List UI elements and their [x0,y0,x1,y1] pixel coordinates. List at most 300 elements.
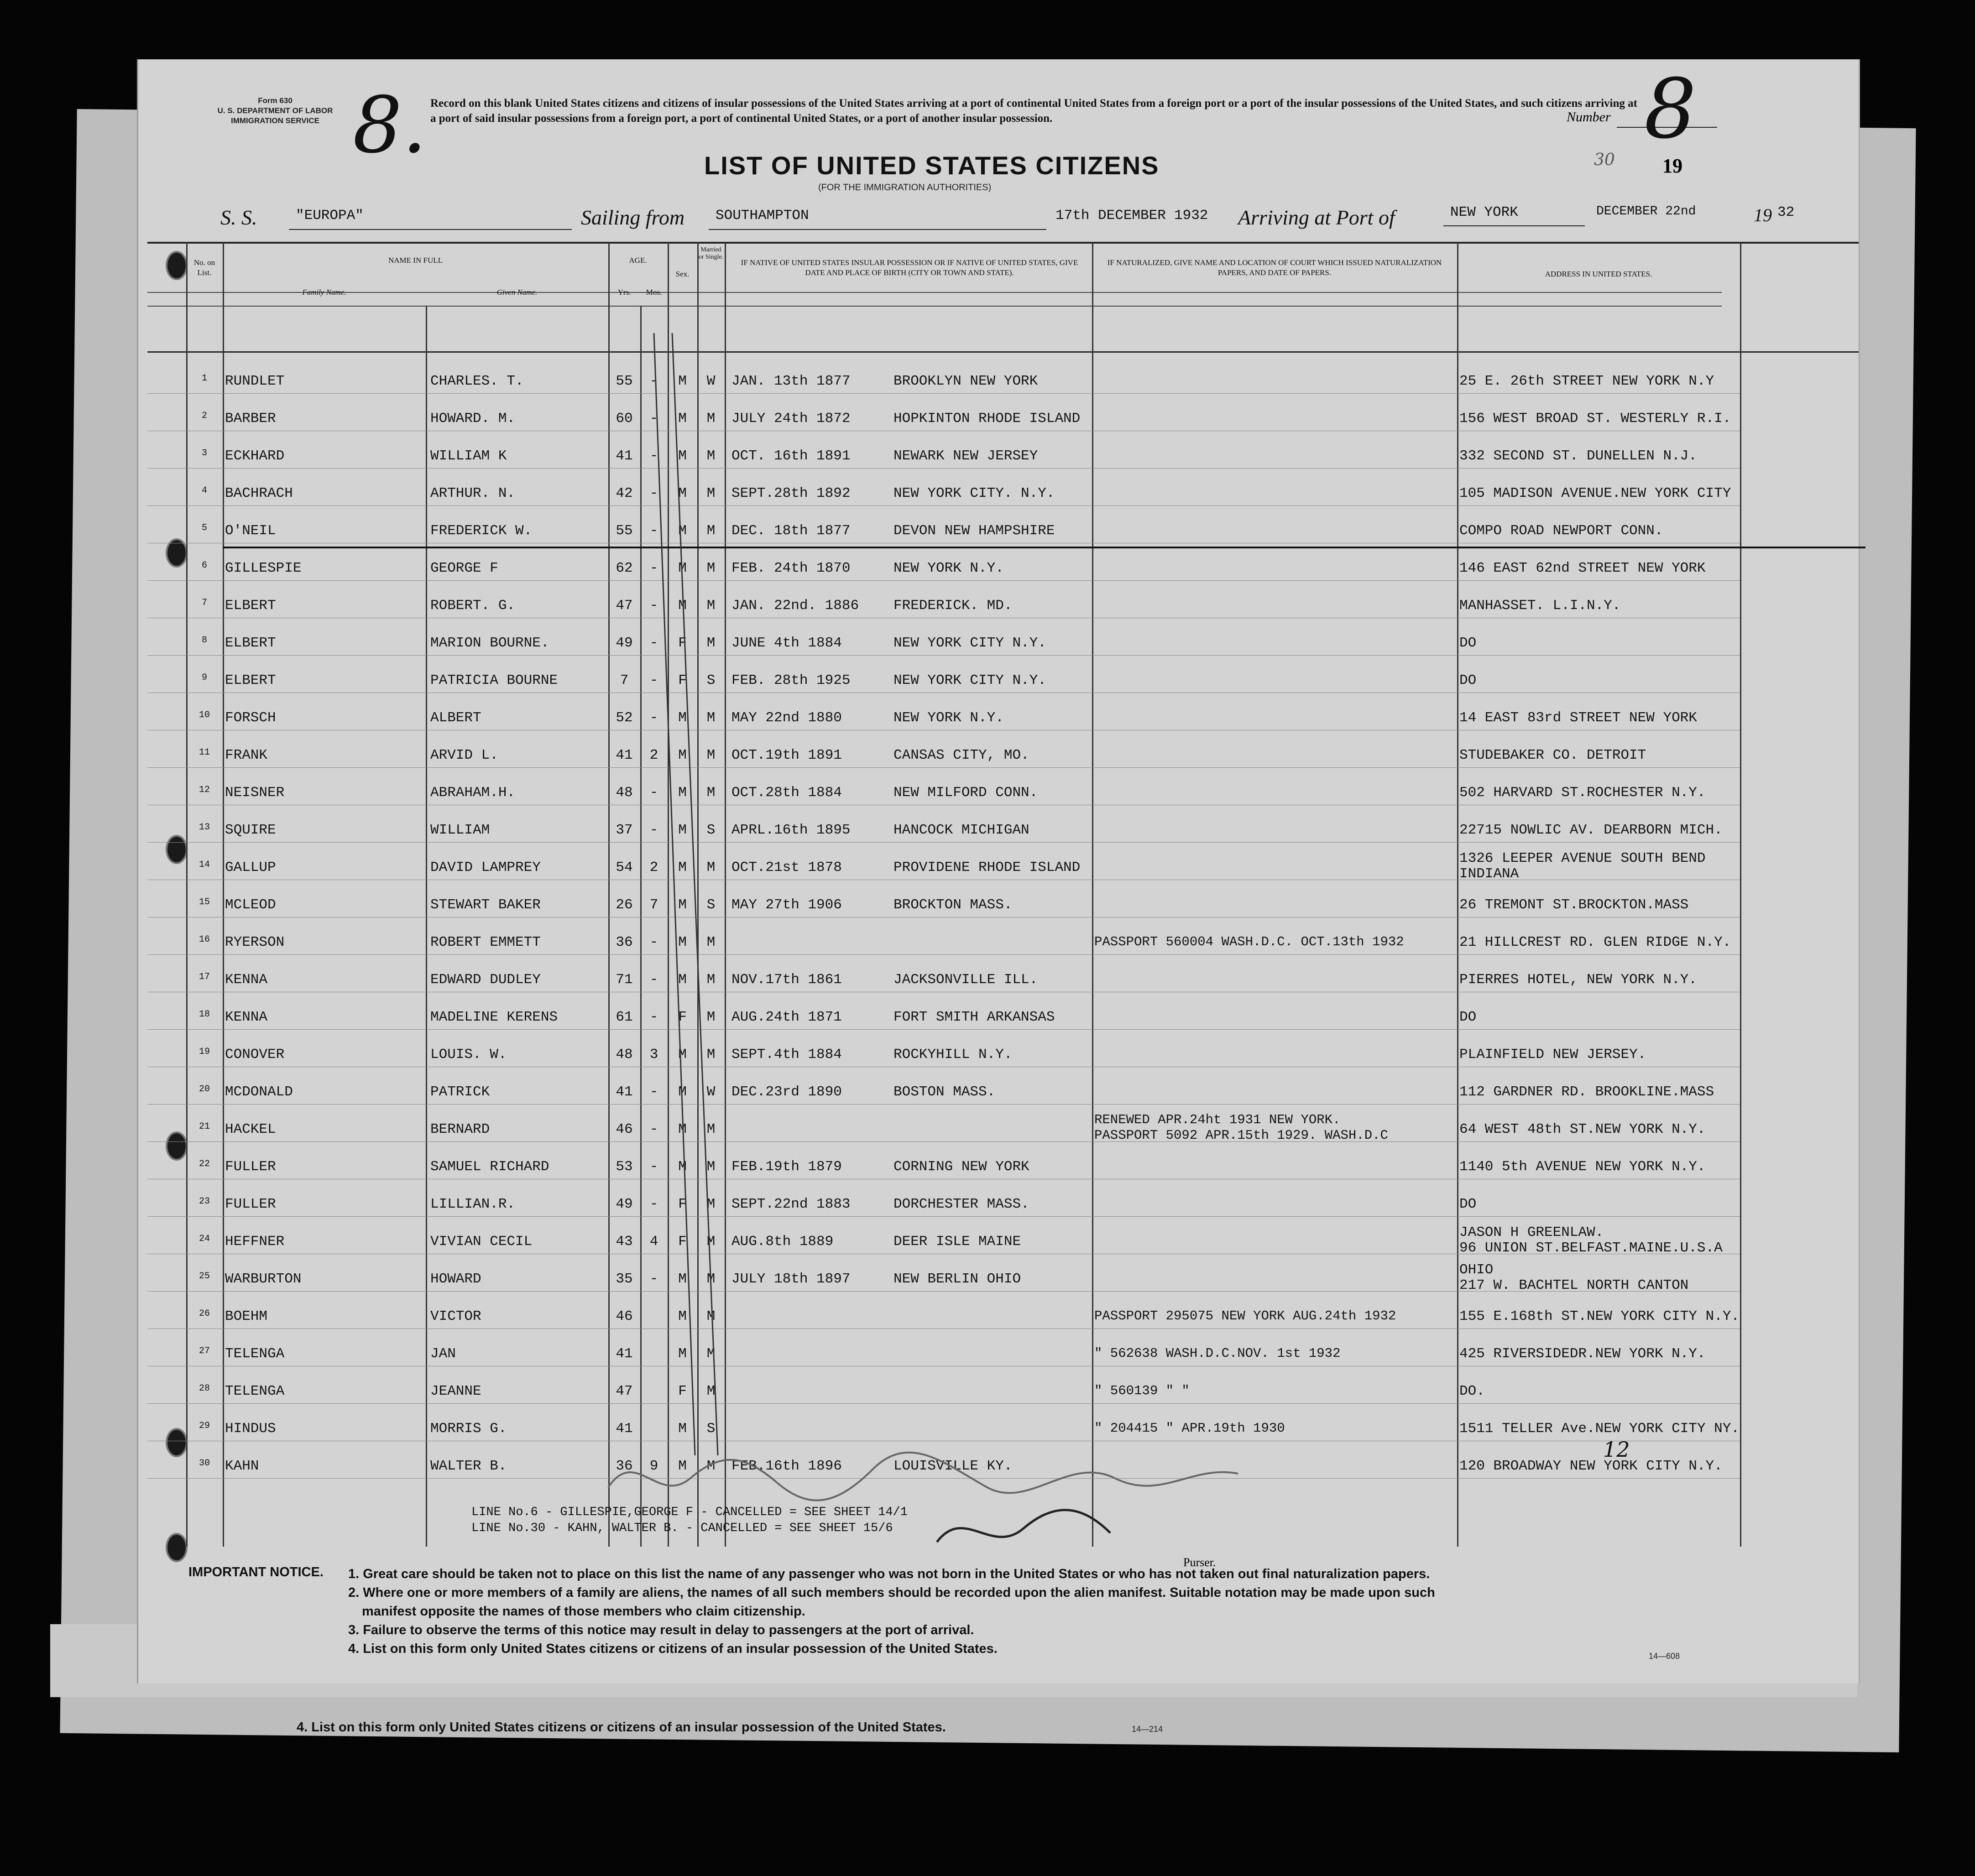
cell-no: 28 [199,1383,210,1394]
cell-bdate: MAY 22nd 1880 [731,710,842,726]
cell-mos: - [649,523,658,539]
cell-mos: - [649,672,658,688]
cell-addr: 156 WEST BROAD ST. WESTERLY R.I. [1459,411,1731,427]
cell-no: 5 [201,523,207,533]
number-value: 8 [1644,62,1697,157]
cell-family: HINDUS [225,1421,276,1437]
header-name-in-full: NAME IN FULL [388,256,443,265]
cell-mos: 2 [649,860,658,875]
cell-addr2: INDIANA [1459,866,1519,882]
passenger-table [138,59,1859,1565]
cell-yrs: 43 [616,1234,633,1250]
cell-addr: 22715 NOWLIC AV. DEARBORN MICH. [1459,822,1723,838]
cell-no: 29 [199,1421,210,1431]
cell-family: MCLEOD [225,897,276,913]
cell-yrs: 62 [616,560,633,576]
cell-yrs: 37 [616,822,633,838]
cell-no: 11 [199,747,210,758]
cell-yrs: 48 [616,785,633,801]
cell-bplace: FREDERICK. MD. [893,598,1013,614]
cell-family: KENNA [225,972,268,988]
cell-no: 18 [199,1009,210,1020]
cell-addr: 64 WEST 48th ST.NEW YORK N.Y. [1459,1121,1706,1137]
cell-mos: - [649,822,658,838]
cell-ms: M [706,747,716,763]
cell-no: 30 [199,1458,210,1469]
cell-addr2: 96 UNION ST.BELFAST.MAINE.U.S.A [1459,1240,1723,1256]
sail-year: 1932 [1174,208,1208,224]
cell-given: MADELINE KERENS [430,1009,558,1025]
cell-addr: MANHASSET. L.I.N.Y. [1459,598,1621,614]
cell-family: TELENGA [225,1383,285,1399]
cell-nat: PASSPORT 560004 WASH.D.C. OCT.13th 1932 [1094,934,1404,949]
cell-yrs: 60 [616,411,633,427]
cell-sex: M [678,972,687,988]
cell-nat2: PASSPORT 5092 APR.15th 1929. WASH.D.C [1094,1128,1388,1143]
cell-family: SQUIRE [225,822,276,838]
cell-bplace: BROOKLYN NEW YORK [893,373,1038,389]
cell-ms: M [706,1234,716,1250]
cell-given: LILLIAN.R. [430,1196,516,1212]
cell-no: 9 [201,672,207,683]
cell-given: FREDERICK W. [430,523,533,539]
cell-addr: 112 GARDNER RD. BROOKLINE.MASS [1459,1084,1714,1100]
cell-sex: M [678,860,687,875]
cell-bdate: AUG.24th 1871 [731,1009,842,1025]
row-rule [147,505,1740,506]
cell-yrs: 61 [616,1009,633,1025]
cell-sex: M [678,822,687,838]
manifest-sheet [137,59,1860,1683]
cell-addr: 14 EAST 83rd STREET NEW YORK [1459,710,1697,726]
cell-addr: PLAINFIELD NEW JERSEY. [1459,1047,1646,1063]
arrival-year-prefix: 19 [1754,205,1772,225]
cell-bdate: AUG.8th 1889 [731,1234,834,1250]
cell-mos: 2 [649,747,658,763]
cell-ms: M [706,934,716,950]
cell-sex: M [678,1271,687,1287]
row-rule [147,1216,1740,1217]
cell-ms: S [706,897,716,913]
cell-ms: M [706,1159,716,1175]
cell-bplace: DEER ISLE MAINE [893,1234,1021,1250]
cell-given: GEORGE F [430,560,498,576]
cell-ms: M [706,1121,716,1137]
cell-nat: RENEWED APR.24ht 1931 NEW YORK. [1094,1112,1341,1127]
cell-family: ELBERT [225,598,276,614]
header-address: ADDRESS IN UNITED STATES. [1545,270,1652,278]
cell-yrs: 53 [616,1159,633,1175]
cell-yrs: 26 [616,897,633,913]
cell-given: HOWARD [430,1271,481,1287]
cell-bdate: JAN. 13th 1877 [731,373,851,389]
cell-bdate: JULY 18th 1897 [731,1271,851,1287]
cell-mos: 9 [649,1458,658,1474]
cell-no: 1 [201,373,207,384]
cell-sex: M [678,1159,687,1175]
cell-mos: - [649,448,658,464]
cell-yrs: 41 [616,448,633,464]
cell-bdate: SEPT.4th 1884 [731,1047,842,1063]
cell-bdate: FEB. 28th 1925 [731,672,851,688]
cell-given: ALBERT [430,710,481,726]
cell-addr: STUDEBAKER CO. DETROIT [1459,747,1646,763]
cell-family: FORSCH [225,710,276,726]
header-sex: Sex. [675,270,690,278]
cell-bplace: DORCHESTER MASS. [893,1196,1029,1212]
notice-label: IMPORTANT NOTICE. [188,1565,324,1579]
row-rule [147,580,1740,581]
cell-family: MCDONALD [225,1084,293,1100]
cell-bplace: BOSTON MASS. [893,1084,996,1100]
cell-no: 19 [199,1047,210,1057]
cell-bplace: NEWARK NEW JERSEY [893,448,1038,464]
cell-bplace: LOUISVILLE KY. [893,1458,1013,1474]
cell-yrs: 54 [616,860,633,875]
cell-no: 12 [199,785,210,795]
cell-addr: DO [1459,635,1477,651]
cell-ms: M [706,860,716,875]
year-prefix: 19 [1662,155,1682,177]
cell-given: ABRAHAM.H. [430,785,516,801]
cell-no: 3 [201,448,207,459]
cell-ms: M [706,1047,716,1063]
cancel-strike-line [223,547,1865,548]
cell-yrs: 47 [616,1383,633,1399]
department-name: U. S. DEPARTMENT OF LABOR [217,106,333,115]
cell-bplace: HOPKINTON RHODE ISLAND [893,411,1081,427]
cell-mos: - [649,1196,658,1212]
row-rule [147,393,1740,394]
cell-bplace: CANSAS CITY, MO. [893,747,1029,763]
cell-ms: M [706,785,716,801]
cell-addr: 332 SECOND ST. DUNELLEN N.J. [1459,448,1697,464]
cell-bplace: JACKSONVILLE ILL. [893,972,1038,988]
cell-sex: M [678,897,687,913]
cell-ms: S [706,822,716,838]
sailing-from: SOUTHAMPTON [716,208,809,224]
cell-sex: M [678,747,687,763]
cell-no: 7 [201,598,207,608]
cell-family: WARBURTON [225,1271,302,1287]
cell-bdate: OCT.21st 1878 [731,860,842,875]
cell-family: CONOVER [225,1047,285,1063]
cell-given: ARTHUR. N. [430,485,516,501]
cell-sex: M [678,710,687,726]
notice-item: manifest opposite the names of those members who claim citizenship. [362,1604,805,1619]
cell-mos: - [649,972,658,988]
cell-yrs: 46 [616,1121,633,1137]
cell-addr: DO [1459,672,1477,688]
cell-addr: 1140 5th AVENUE NEW YORK N.Y. [1459,1159,1706,1175]
cell-given: JEANNE [430,1383,481,1399]
cell-addr: 26 TREMONT ST.BROCKTON.MASS [1459,897,1689,913]
cell-bdate: SEPT.22nd 1883 [731,1196,851,1212]
cell-mos: - [649,934,658,950]
cell-bdate: FEB.16th 1896 [731,1458,842,1474]
cancellation-note-2: LINE No.30 - KAHN, WALTER B. - CANCELLED = SEE SHEET 15/6 [471,1522,893,1535]
cell-ms: M [706,560,716,576]
cell-sex: M [678,448,687,464]
cell-no: 25 [199,1271,210,1282]
cell-bdate: DEC.23rd 1890 [731,1084,842,1100]
cell-addr: JASON H GREENLAW. [1459,1225,1604,1240]
cell-no: 2 [201,411,207,421]
cell-given: CHARLES. T. [430,373,524,389]
cell-sex: F [678,1196,687,1212]
cell-sex: F [678,635,687,651]
purser-label: Purser. [1183,1556,1216,1569]
cell-bdate: FEB.19th 1879 [731,1159,842,1175]
row-rule [147,954,1740,955]
cell-family: TELENGA [225,1346,285,1362]
cell-given: EDWARD DUDLEY [430,972,541,988]
cell-no: 13 [199,822,210,833]
ss-label: S. S. [220,206,257,229]
cell-addr2: 217 W. BACHTEL NORTH CANTON [1459,1277,1689,1293]
cell-mos: - [649,635,658,651]
cell-mos: - [649,785,658,801]
cell-mos: 4 [649,1234,658,1250]
row-rule [147,1104,1740,1105]
cell-ms: W [706,1084,716,1100]
cell-bplace: FORT SMITH ARKANSAS [893,1009,1055,1025]
cell-ms: S [706,1421,716,1437]
cell-bdate: OCT. 16th 1891 [731,448,851,464]
cell-sex: M [678,485,687,501]
cell-bplace: ROCKYHILL N.Y. [893,1047,1013,1063]
cell-ms: M [706,1458,716,1474]
cell-sex: F [678,672,687,688]
cell-sex: M [678,1421,687,1437]
form-number: Form 630 [258,96,293,105]
cell-bdate: APRL.16th 1895 [731,822,851,838]
cell-given: ROBERT EMMETT [430,934,541,950]
cell-given: PATRICK [430,1084,490,1100]
cell-yrs: 35 [616,1271,633,1287]
cell-given: MORRIS G. [430,1421,507,1437]
underlying-notice: 4. List on this form only United States citizens or citizens of an insular possession of the United States. [297,1720,946,1735]
cell-addr: 120 BROADWAY NEW YORK CITY N.Y. [1459,1458,1723,1474]
cell-bplace: NEW YORK CITY N.Y. [893,635,1046,651]
cell-ms: M [706,1271,716,1287]
cell-ms: M [706,598,716,614]
cell-addr: 21 HILLCREST RD. GLEN RIDGE N.Y. [1459,934,1731,950]
cell-given: PATRICIA BOURNE [430,672,558,688]
header-married-or-single: Married or Single. [698,246,724,261]
cell-sex: M [678,523,687,539]
cell-yrs: 52 [616,710,633,726]
cell-addr: 146 EAST 62nd STREET NEW YORK [1459,560,1706,576]
service-name: IMMIGRATION SERVICE [231,116,319,125]
notice-item: 1. Great care should be taken not to place on this list the name of any passenger who was not born in the United States or who has not taken out final naturalization papers. [348,1567,1430,1581]
cell-given: ROBERT. G. [430,598,516,614]
cell-family: NEISNER [225,785,285,801]
cell-sex: M [678,1047,687,1063]
cell-yrs: 36 [616,934,633,950]
form-code: 14—608 [1649,1652,1680,1661]
cell-family: BARBER [225,411,276,427]
cell-sex: M [678,1084,687,1100]
cell-given: BERNARD [430,1121,490,1137]
cell-no: 24 [199,1234,210,1244]
cell-bdate: FEB. 24th 1870 [731,560,851,576]
cell-sex: M [678,1121,687,1137]
cell-yrs: 47 [616,598,633,614]
cell-bplace: NEW YORK CITY. N.Y. [893,485,1055,501]
cell-sex: M [678,598,687,614]
cell-given: JAN [430,1346,456,1362]
sheet-mark: 8. [353,80,427,171]
cell-mos: - [649,1084,658,1100]
cell-addr: DO [1459,1009,1477,1025]
row-rule [147,1141,1740,1142]
cell-family: KENNA [225,1009,268,1025]
arrival-port: NEW YORK [1450,204,1518,220]
cell-mos: - [649,411,658,427]
cell-ms: M [706,1196,716,1212]
cell-ms: S [706,672,716,688]
row-rule [147,655,1740,656]
cell-ms: M [706,485,716,501]
cell-nat: PASSPORT 295075 NEW YORK AUG.24th 1932 [1094,1308,1396,1324]
cell-mos: - [649,1159,658,1175]
cell-family: O'NEIL [225,523,276,539]
cell-mos: - [649,598,658,614]
cell-mos: - [649,710,658,726]
cell-no: 6 [201,560,207,571]
cell-given: ARVID L. [430,747,498,763]
header-birth: IF NATIVE OF UNITED STATES INSULAR POSSESSION OR IF NATIVE OF UNITED STATES, GIVE DATE AND PLACE OF BIRTH (CITY OR TOWN AND STATE). [741,258,1078,277]
header-family-name: Family Name. [302,288,346,297]
cell-sex: M [678,560,687,576]
number-label: Number [1567,109,1611,125]
cell-no: 26 [199,1308,210,1319]
cell-bdate: NOV.17th 1861 [731,972,842,988]
cell-addr: 155 E.168th ST.NEW YORK CITY N.Y. [1459,1308,1740,1324]
cell-mos: - [649,1009,658,1025]
cell-family: ELBERT [225,672,276,688]
cell-no: 23 [199,1196,210,1207]
cell-sex: F [678,1383,687,1399]
cell-given: VICTOR [430,1308,481,1324]
cell-given: SAMUEL RICHARD [430,1159,549,1175]
cell-yrs: 55 [616,373,633,389]
cell-bplace: DEVON NEW HAMPSHIRE [893,523,1055,539]
header-no: No. on List. [193,258,215,277]
cell-sex: M [678,1308,687,1324]
cell-sex: M [678,785,687,801]
cell-bdate: JAN. 22nd. 1886 [731,598,859,614]
cell-mos: - [649,485,658,501]
cell-no: 17 [199,972,210,982]
row-rule [147,1029,1740,1030]
cell-ms: M [706,710,716,726]
cell-given: HOWARD. M. [430,411,516,427]
page-title: LIST OF UNITED STATES CITIZENS [704,151,1160,180]
cell-mos: - [649,373,658,389]
cell-family: ECKHARD [225,448,285,464]
cell-mos: - [649,1121,658,1137]
cell-nat: " 560139 " " [1094,1383,1190,1398]
cell-addr: DO. [1459,1383,1485,1399]
cell-addr: 1511 TELLER Ave.NEW YORK CITY NY. [1459,1421,1740,1437]
cell-yrs: 42 [616,485,633,501]
cell-bdate: SEPT.28th 1892 [731,485,851,501]
cell-no: 27 [199,1346,210,1356]
cell-sex: F [678,1234,687,1250]
cell-addr: 502 HARVARD ST.ROCHESTER N.Y. [1459,785,1706,801]
cell-bdate: JULY 24th 1872 [731,411,851,427]
notice-item: 4. List on this form only United States citizens or citizens of an insular possession of the United States. [348,1642,998,1656]
cell-bplace: NEW YORK CITY N.Y. [893,672,1046,688]
cell-family: RYERSON [225,934,285,950]
cancellation-note-1: LINE No.6 - GILLESPIE,GEORGE F - CANCELLED = SEE SHEET 14/1 [471,1506,908,1519]
row-rule [147,842,1740,843]
notice-item: 2. Where one or more members of a family are aliens, the names of all such members should be recorded upon the alien manifest. Suitable notation may be made upon such [348,1585,1435,1600]
cell-ms: M [706,1009,716,1025]
cell-family: KAHN [225,1458,259,1474]
cell-bplace: NEW MILFORD CONN. [893,785,1038,801]
cell-yrs: 55 [616,523,633,539]
header-months: Mos. [646,288,662,297]
cell-yrs: 41 [616,1084,633,1100]
cell-given: VIVIAN CECIL [430,1234,533,1250]
cell-ms: M [706,448,716,464]
cell-yrs: 41 [616,1346,633,1362]
cell-bdate: MAY 27th 1906 [731,897,842,913]
cell-given: MARION BOURNE. [430,635,549,651]
cell-family: ELBERT [225,635,276,651]
cell-family: HEFFNER [225,1234,285,1250]
cell-mos: - [649,1271,658,1287]
cell-given: WALTER B. [430,1458,507,1474]
cell-bplace: PROVIDENE RHODE ISLAND [893,860,1081,875]
cell-no: 21 [199,1121,210,1132]
cell-family: GALLUP [225,860,276,875]
cell-family: HACKEL [225,1121,276,1137]
cell-bplace: BROCKTON MASS. [893,897,1013,913]
cell-given: DAVID LAMPREY [430,860,541,875]
cell-yrs: 41 [616,1421,633,1437]
sail-date: 17th DECEMBER [1055,208,1166,224]
cell-sex: M [678,411,687,427]
cell-addr: 25 E. 26th STREET NEW YORK N.Y [1459,373,1714,389]
cell-yrs: 41 [616,747,633,763]
arriving-label: Arriving at Port of [1238,206,1395,229]
page-count: 12 [1603,1437,1630,1462]
cell-yrs: 48 [616,1047,633,1063]
cell-given: WILLIAM K [430,448,507,464]
header-years: Yrs. [617,288,631,297]
cell-sex: M [678,1458,687,1474]
form-instructions: Record on this blank United States citizens and citizens of insular possessions of the United States arriving at a port of continental United States from a foreign port or a port of the insular possessions of the United States, and such citizens arriving at a port of said insular possessions from a foreign port, a port of continental United States, or a port of another insular possession. [430,97,1637,125]
cell-no: 16 [199,934,210,945]
cell-yrs: 36 [616,1458,633,1474]
cell-ms: M [706,523,716,539]
row-rule [147,468,1740,469]
cell-yrs: 46 [616,1308,633,1324]
cell-ms: W [706,373,716,389]
cell-bplace: CORNING NEW YORK [893,1159,1029,1175]
cell-ms: M [706,635,716,651]
cell-mos: 3 [649,1047,658,1063]
cell-family: BACHRACH [225,485,293,501]
cell-family: FRANK [225,747,268,763]
cell-no: 8 [201,635,207,646]
arrival-date: DECEMBER 22nd [1596,204,1696,219]
cell-yrs: 7 [620,672,629,688]
